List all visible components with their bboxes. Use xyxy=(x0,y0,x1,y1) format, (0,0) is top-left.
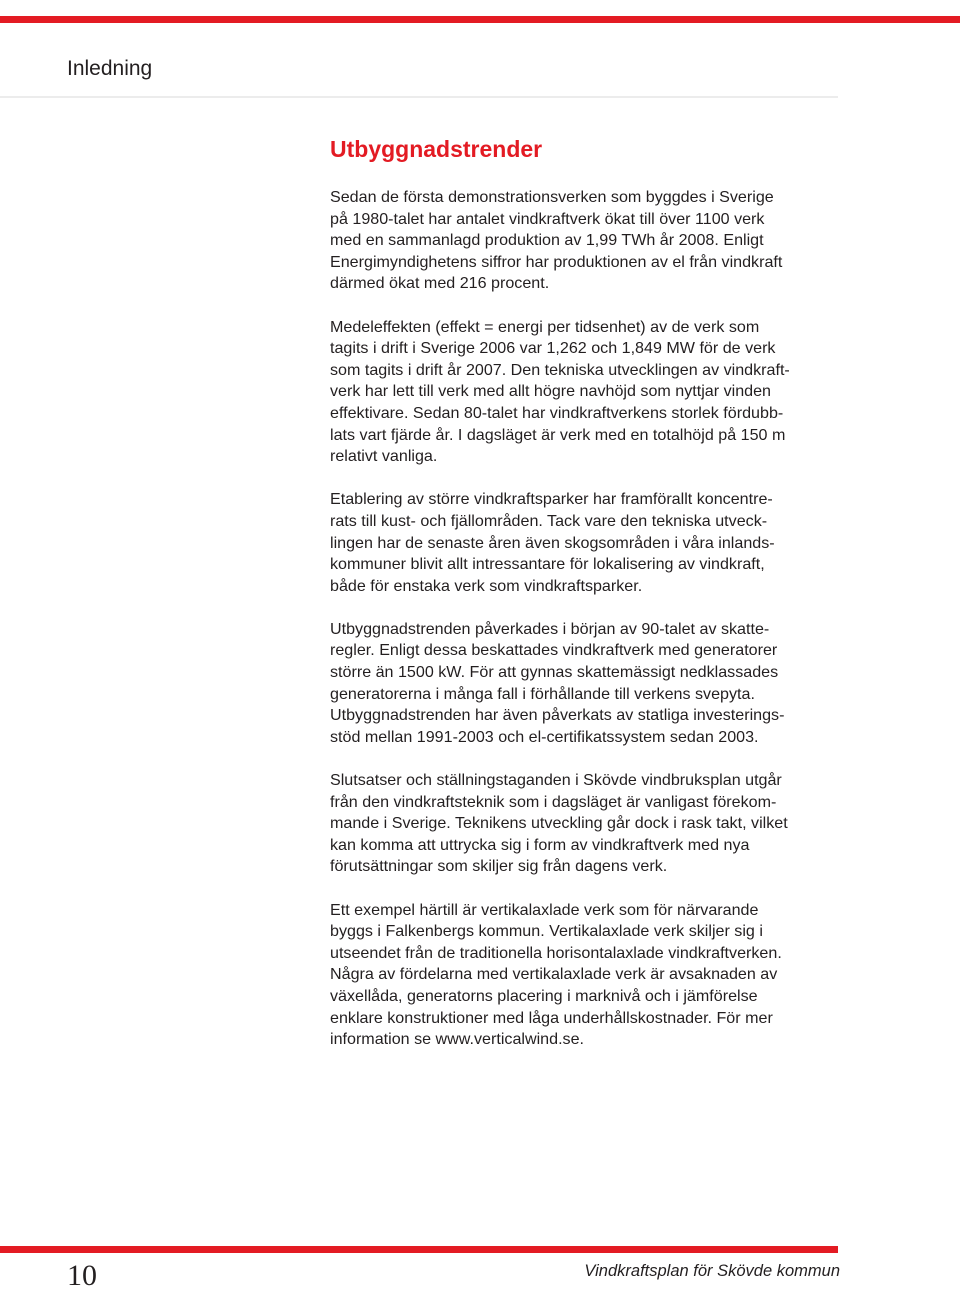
paragraph-1: Sedan de första demonstrationsverken som byggdes i Sverige på 1980-talet har antalet vindkraftverk ökat till över 1100 verk med en sammanlagd produktion av 1,99 TWh år 2008. Enligt Energimyndighetens siffror har produktionen av el från vindkraft därmed ökat med 216 procent. xyxy=(330,188,783,293)
footer-accent-rule xyxy=(0,1246,838,1253)
header-divider xyxy=(0,96,838,98)
paragraph-5: Slutsatser och ställningstaganden i Skövde vindbruksplan utgår från den vindkraftsteknik som i dagsläget är vanligast förekom- mande i Sverige. Teknikens utveckling går dock i rask takt, vilket kan komma att uttrycka sig i form av vindkraftverk med nya förutsättningar som skiljer sig från dagens verk. xyxy=(330,771,788,876)
header-accent-rule xyxy=(0,16,960,23)
paragraph-4: Utbyggnadstrenden påverkades i början av 90-talet av skatte- regler. Enligt dessa beskattades vindkraftverk med generatorer större än 1500 kW. För att gynnas skattemässigt nedklassades generatorerna i många fall i förhållande till verkens svepyta. Utbyggnadstrenden har även påverkats av statliga investerings- stöd mellan 1991-2003 och el-certifikatssystem sedan 2003. xyxy=(330,619,785,746)
paragraph-2: Medeleffekten (effekt = energi per tidsenhet) av de verk som tagits i drift i Sverige 2006 var 1,262 och 1,849 MW för de verk som tagits i drift år 2007. Den tekniska utvecklingen av vindkraft- verk har lett till verk med allt högre navhöjd som nyttjar vinden effektivare. Sedan 80-talet har vindkraftverkens storlek fördubb- lats vart fjärde år. I dagsläget är verk med en totalhöjd på 150 m relativt vanliga. xyxy=(330,317,790,466)
main-content xyxy=(330,134,850,1072)
page-number: 10 xyxy=(67,1259,97,1292)
paragraph-3: Etablering av större vindkraftsparker har framförallt koncentre- rats till kust- och fjällområden. Tack vare den tekniska utveck- lingen har de senaste åren även skogsområden i våra inlands- kommuner blivit allt intressantare för lokalisering av vindkraft, både för enstaka verk som vindkraftsparker. xyxy=(330,490,775,595)
section-header: Inledning xyxy=(67,57,153,80)
paragraph-6: Ett exempel härtill är vertikalaxlade verk som för närvarande byggs i Falkenbergs kommun. Vertikalaxlade verk skiljer sig i utseendet från de traditionella horisontalaxlade vindkraftverken. Några av fördelarna med vertikalaxlade verk är avsaknaden av växellåda, generatorns placering i marknivå och i jämförelse enklare konstruktioner med låga underhållskostnader. För mer information se www.verticalwind.se. xyxy=(330,900,782,1049)
footer-document-title: Vindkraftsplan för Skövde kommun xyxy=(584,1262,840,1280)
page-title: Utbyggnadstrender xyxy=(330,136,543,162)
